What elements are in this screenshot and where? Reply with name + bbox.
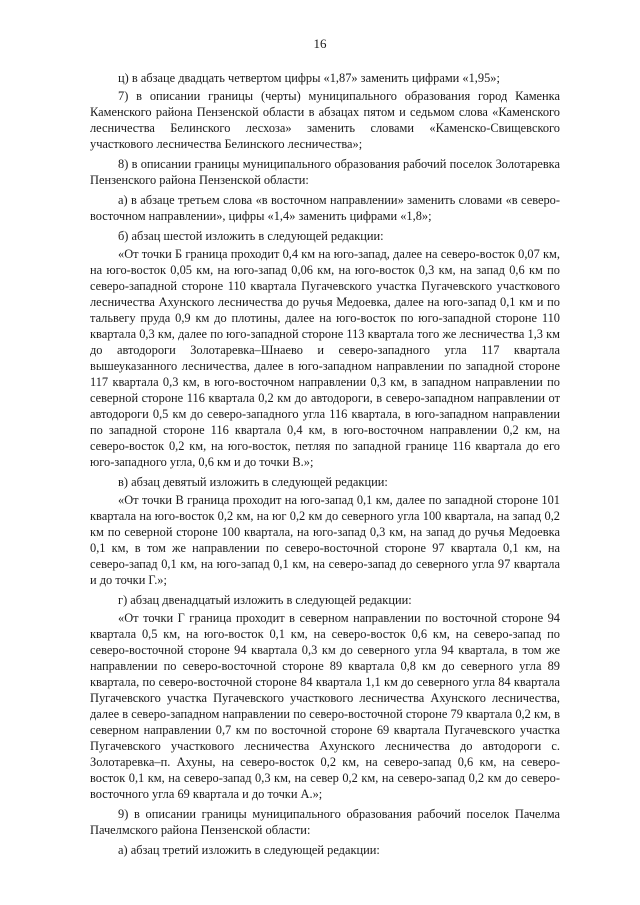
paragraph-item-8b: б) абзац шестой изложить в следующей редакции: [118, 229, 384, 243]
paragraph-quote-point-g: «От точки Г граница проходит в северном направлении по восточной стороне 94 квартала 0,5 км, на юго-восток 0,1 км, на северо-восток 0,6 км, на северо-запад по северо-восточной стороне 94 квартала 0,3 км до северного угла 94 квартала, в том же направлении по северо-восточной стороне 89 квартала 0,8 км до северного угла 89 квартала, по северо-восточной стороне 84 квартала 1,1 км до северного угла 84 квартала Пугачевского участка Пугачевского участкового лесничества Ахунского лесничества, далее в северо-западном направлении по северо-восточной стороне 79 квартала 0,2 км, в северном направлении 0,7 км по восточной стороне 69 квартала Пугачевского участка Пугачевского участкового лесничества Ахунского лесничества до автодороги с. Золотаревка–п. Ахуны, на северо-восток 0,2 км, на северо-запад 0,6 км, на северо-восток 0,1 км, на северо-запад 0,3 км, на север 0,2 км, на северо-запад 0,2 км до северо-восточного угла 69 квартала и до точки А.»; [90, 611, 560, 801]
page-number: 16 [313, 36, 327, 51]
paragraph-item-8: 8) в описании границы муниципального образования рабочий поселок Золотаревка Пензенского района Пензенской области: [90, 157, 560, 187]
paragraph-ts: ц) в абзаце двадцать четвертом цифры «1,87» заменить цифрами «1,95»; [118, 71, 500, 85]
paragraph-item-8a: а) в абзаце третьем слова «в восточном направлении» заменить словами «в северо-восточном направлении», цифры «1,4» заменить цифрами «1,8»; [90, 193, 560, 223]
paragraph-item-8g: г) абзац двенадцатый изложить в следующей редакции: [118, 593, 412, 607]
paragraph-quote-point-v: «От точки В граница проходит на юго-запад 0,1 км, далее по западной стороне 101 квартала на юго-восток 0,2 км, на юг 0,2 км до северного угла 100 квартала, на запад 0,2 км по северной стороне 100 квартала, на юго-запад 0,3 км, на запад до ручья Медоевка 0,1 км, в том же направлении по северо-восточной стороне 97 квартала 0,1 км, на северо-запад 0,1 км, на юго-запад 0,1 км, на северо-запад до северного угла 97 квартала и до точки Г.»; [90, 493, 560, 587]
paragraph-item-7: 7) в описании границы (черты) муниципального образования город Каменка Каменского района Пензенской области в абзацах пятом и седьмом слова «Каменского лесничества Белинского лесхоза» заменить словами «Каменско-Свищевского участкового лесничества Белинского лесничества»; [90, 89, 560, 151]
paragraph-item-9: 9) в описании границы муниципального образования рабочий поселок Пачелма Пачелмского района Пензенской области: [90, 807, 560, 837]
paragraph-item-8v: в) абзац девятый изложить в следующей редакции: [118, 475, 388, 489]
paragraph-item-9a: а) абзац третий изложить в следующей редакции: [118, 843, 380, 857]
paragraph-quote-point-b: «От точки Б граница проходит 0,4 км на юго-запад, далее на северо-восток 0,07 км, на юго-восток 0,05 км, на юго-запад 0,06 км, на юго-восток 0,3 км, на запад 0,6 км по северо-западной стороне 110 квартала Пугачевского участка Пугачевского участкового лесничества Ахунского лесничества до ручья Медоевка, далее на юго-запад 0,1 км и по тальвегу пруда 0,9 км до плотины, далее на юго-восток по юго-западной стороне 110 квартала 0,3 км, далее по юго-западной стороне 113 квартала того же лесничества 1,3 км до автодороги Золотаревка–Шнаево и северо-западного угла 117 квартала вышеуказанного лесничества, далее в юго-западном направлении по западной стороне 117 квартала 0,3 км, в юго-восточном направлении 0,3 км, в западном направлении по северной стороне 116 квартала 0,2 км до автодороги, в северо-западном направлении от автодороги 0,5 км до северо-западного угла 116 квартала, в юго-западном направлении по западной стороне 116 квартала 0,4 км, в юго-восточном направлении 0,2 км, на северо-восток 0,2 км, на юго-восток, петляя по западной границе 116 квартала до его юго-западного угла, 0,6 км и до точки В.»; [90, 247, 560, 469]
document-body [90, 70, 560, 862]
